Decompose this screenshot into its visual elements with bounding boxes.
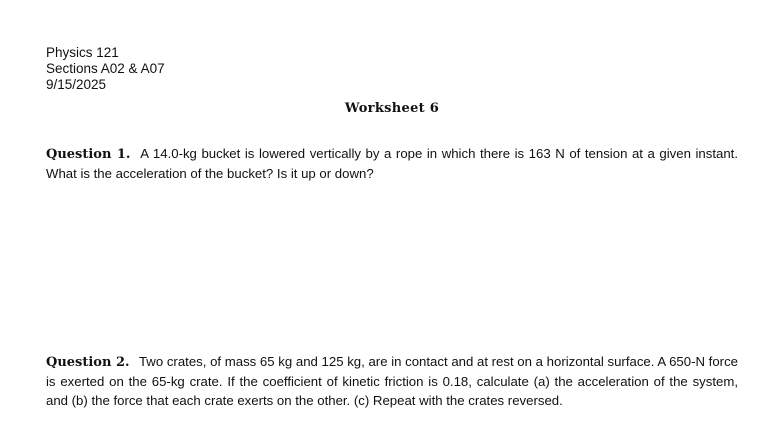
- question-2: [46, 352, 738, 410]
- question-1: [46, 144, 738, 183]
- question-2-text: Two crates, of mass 65 kg and 125 kg, are in contact and at rest on a horizontal surface. A 650-N force is exerted on the 65-kg crate. If the coefficient of kinetic friction is 0.18, calculate (a) the acceleration of the system, and (b) the force that each crate exerts on the other. (c) Repeat with the crates reversed.: [46, 354, 738, 408]
- course-sections: Sections A02 & A07: [46, 61, 165, 76]
- course-header: [46, 45, 165, 93]
- worksheet-title: Worksheet 6: [344, 101, 440, 116]
- course-name: Physics 121: [46, 45, 119, 60]
- question-2-label: Question 2.: [46, 355, 130, 370]
- question-1-label: Question 1.: [46, 147, 131, 162]
- question-1-text: A 14.0-kg bucket is lowered vertically by a rope in which there is 163 N of tension at a given instant. What is the acceleration of the bucket? Is it up or down?: [46, 146, 739, 181]
- course-date: 9/15/2025: [46, 77, 107, 92]
